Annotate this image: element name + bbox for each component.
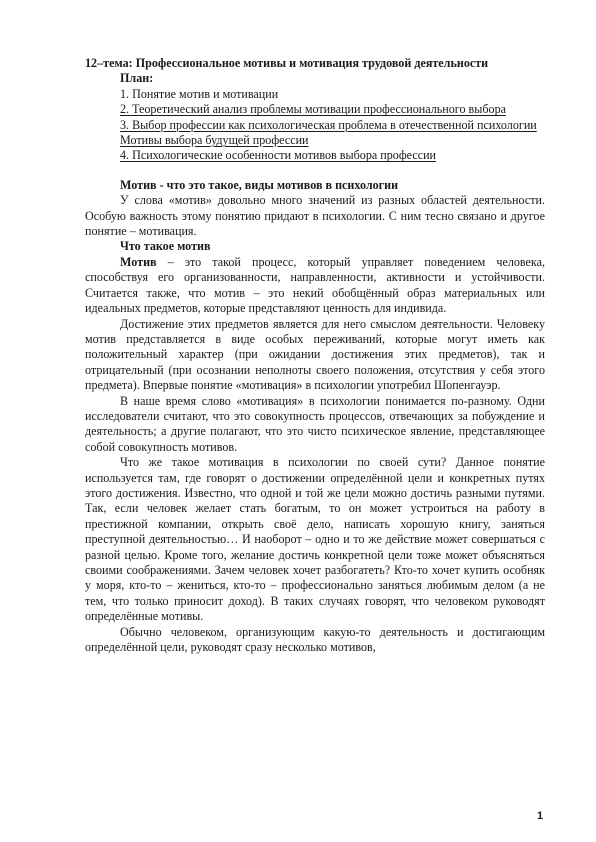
plan-item-1-text: 1. Понятие мотив и мотивации <box>120 86 279 101</box>
plan-item-3-link[interactable]: 3. Выбор профессии как психологическая проблема в отечественной психологии Мотивы выбора будущей профессии <box>120 117 537 148</box>
plan-item-2-link[interactable]: 2. Теоретический анализ проблемы мотивации профессионального выбора <box>120 102 506 117</box>
paragraph-4: Обычно человеком, организующим какую-то деятельность и достигающим определённой цели, руководят сразу несколько мотивов, <box>85 624 545 655</box>
paragraph-2: В наше время слово «мотивация» в психологии понимается по-разному. Одни исследователи считают, что это совокупность процессов, отвечающих за побуждение и деятельность; а другие полагают, что это чисто психическое явление, представляющее собой совокупность мотивов. <box>85 393 545 454</box>
definition-text: – это такой процесс, который управляет поведением человека, способствуя его организованности, направленности, активности и устойчивости. Считается также, что мотив – это некий обобщённый образ материальных или идеальных предметов, которые представляют ценность для индивида. <box>85 254 545 316</box>
spacer <box>85 164 545 178</box>
document-title: 12–тема: Профессиональное мотивы и мотивация трудовой деятельности <box>85 56 489 70</box>
definition-term: Мотив <box>120 254 157 269</box>
paragraph-1: Достижение этих предметов является для него смыслом деятельности. Человеку мотив представляется в виде особых переживаний, которые могут иметь как положительный характер (при ожидании достижения этих предметов), так и отрицательный (при осознании неполноты своего положения, отсутствия у себя этого предмета). Впервые понятие «мотивация» в психологии употребил Шопенгауэр. <box>85 316 545 393</box>
definition-paragraph <box>85 255 545 317</box>
subheading: Что такое мотив <box>120 239 211 254</box>
plan-item-3[interactable] <box>85 118 545 149</box>
page-content <box>85 56 545 655</box>
plan-item-1 <box>85 87 545 102</box>
section-heading: Мотив - что это такое, виды мотивов в психологии <box>120 177 399 192</box>
intro-paragraph: У слова «мотив» довольно много значений из разных областей деятельности. Особую важность этому понятию придают в психологии. С ним тесно связано и другое понятие – мотивация. <box>85 193 545 239</box>
plan-item-4[interactable] <box>85 148 545 163</box>
plan-item-2[interactable] <box>85 102 545 117</box>
plan-label: План: <box>120 71 154 86</box>
page-number: 1 <box>537 810 544 822</box>
plan-item-4-link[interactable]: 4. Психологические особенности мотивов выбора профессии <box>120 148 437 163</box>
paragraph-3: Что же такое мотивация в психологии по своей сути? Данное понятие используется там, где говорят о достижении определённой цели и конкретных путях этого достижения. Известно, что одной и той же цели можно достичь разными путями. Так, если человек желает стать богатым, то он может устроиться на работу в престижной компании, открыть своё дело, написать хорошую книгу, заняться преступной деятельностью… И наоборот – одно и то же действие может совершаться с разной целью. Кроме того, желание достичь конкретной цели тоже может объясняться своими соображениями. Зачем человек хочет разбогатеть? Кто-то хочет купить особняк у моря, кто-то – жениться, кто-то – профессионально заняться любимым делом (а не тем, что только приносит доход). В таких случаях говорят, что человеком руководят определённые мотивы. <box>85 455 545 624</box>
